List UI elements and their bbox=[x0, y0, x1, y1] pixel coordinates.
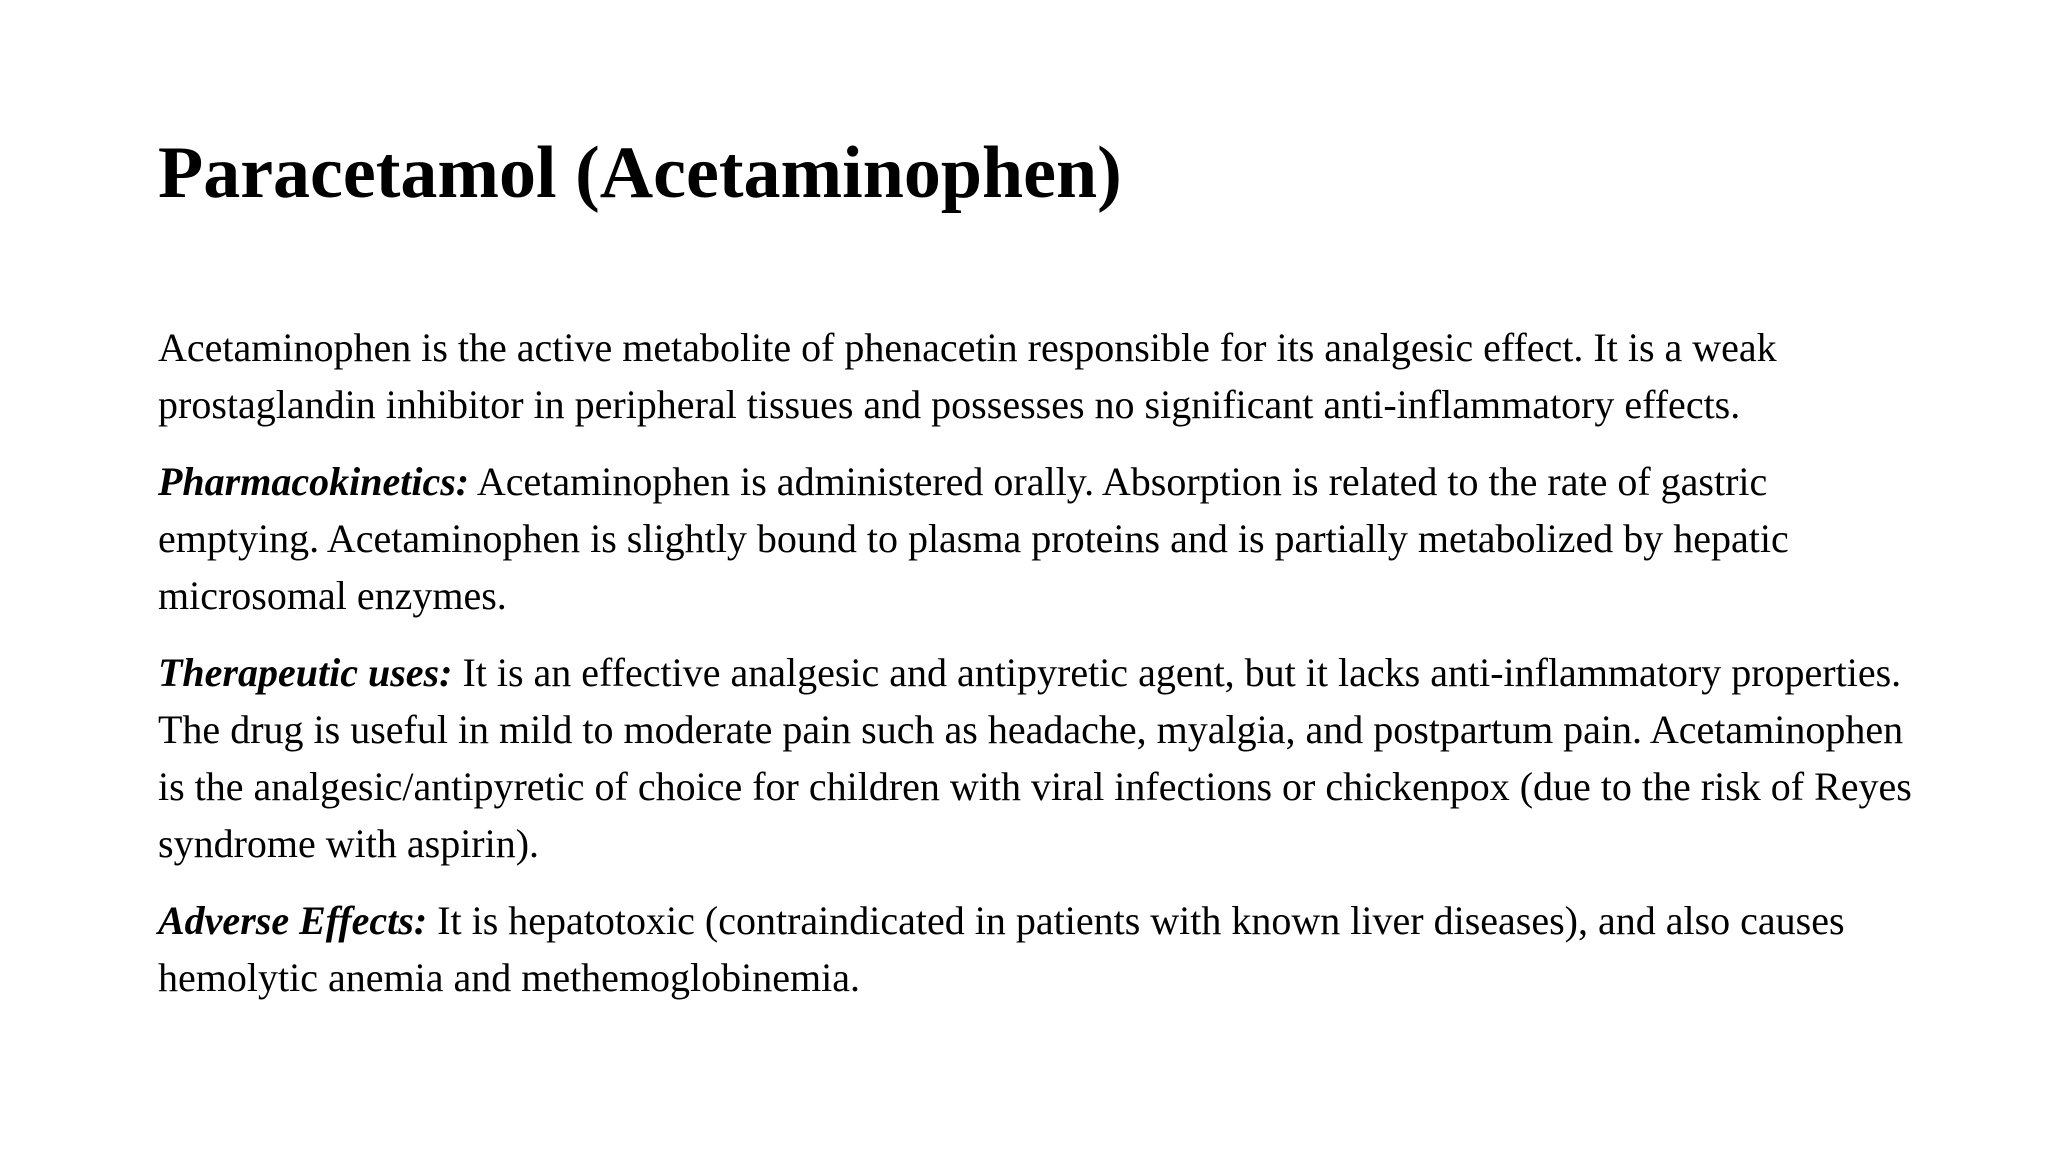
adverse-effects-heading: Adverse Effects: bbox=[158, 898, 428, 943]
therapeutic-uses-paragraph bbox=[158, 644, 1938, 872]
pharmacokinetics-paragraph bbox=[158, 453, 1938, 624]
slide-title: Paracetamol (Acetaminophen) bbox=[158, 132, 1122, 214]
slide-body bbox=[158, 319, 1938, 1026]
therapeutic-uses-heading: Therapeutic uses: bbox=[158, 650, 453, 695]
pharmacokinetics-text: Acetaminophen is administered orally. Absorption is related to the rate of gastric emptying. Acetaminophen is slightly bound to plasma proteins and is partially metabolized by hepatic microsomal enzymes. bbox=[158, 459, 1789, 618]
adverse-effects-text: It is hepatotoxic (contraindicated in patients with known liver diseases), and also causes hemolytic anemia and methemoglobinemia. bbox=[158, 898, 1845, 1000]
intro-paragraph: Acetaminophen is the active metabolite of phenacetin responsible for its analgesic effect. It is a weak prostaglandin inhibitor in peripheral tissues and possesses no significant anti-inflammatory effects. bbox=[158, 325, 1777, 427]
pharmacokinetics-heading: Pharmacokinetics: bbox=[158, 459, 470, 504]
therapeutic-uses-text: It is an effective analgesic and antipyretic agent, but it lacks anti-inflammatory properties. The drug is useful in mild to moderate pain such as headache, myalgia, and postpartum pain. Acetaminophen is the analgesic/antipyretic of choice for children with viral infections or chickenpox (due to the risk of Reyes syndrome with aspirin). bbox=[158, 650, 1912, 866]
adverse-effects-paragraph bbox=[158, 892, 1938, 1006]
